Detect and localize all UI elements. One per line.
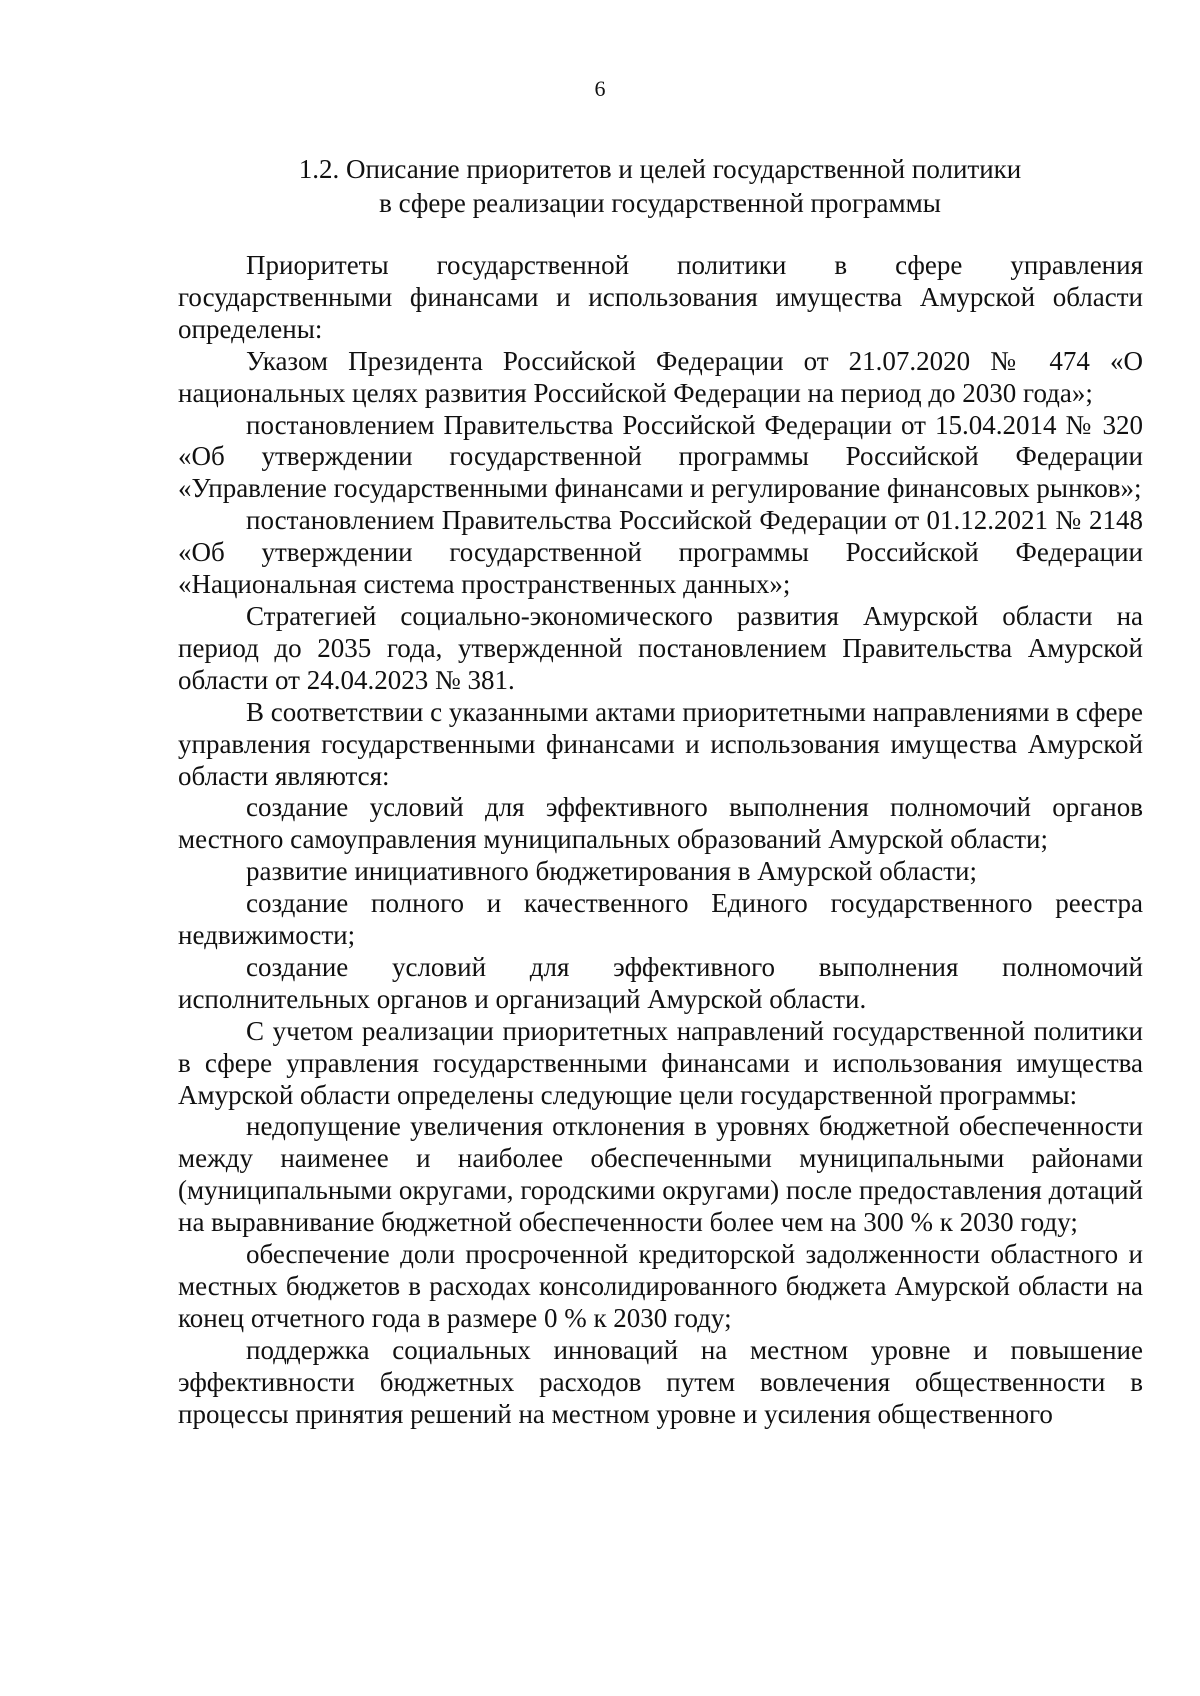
- paragraph-priority-initiative-budgeting: развитие инициативного бюджетирования в Амурской области;: [246, 856, 977, 887]
- section-heading-line-1: 1.2. Описание приоритетов и целей государственной политики: [298, 154, 1022, 184]
- paragraph-government-resolution-320: постановлением Правительства Российской Федерации от 15.04.2014 № 320 «Об утверждении государственной программы Российской Федерации «Управление государственными финансами и регулирование финансовых рынков»;: [178, 409, 1143, 504]
- paragraph-regional-strategy: Стратегией социально-экономического развития Амурской области на период до 2035 года, утвержденной постановлением Правительства Амурской области от 24.04.2023 № 381.: [178, 600, 1143, 695]
- paragraph-priority-directions-intro: В соответствии с указанными актами приоритетными направлениями в сфере управления государственными финансами и использования имущества Амурской области являются:: [178, 696, 1143, 791]
- section-heading-line-2: в сфере реализации государственной программы: [379, 188, 941, 218]
- paragraph-priority-local-government: создание условий для эффективного выполнения полномочий органов местного самоуправления муниципальных образований Амурской области;: [178, 792, 1143, 855]
- body-text: [178, 250, 1143, 1431]
- paragraph-goals-intro: С учетом реализации приоритетных направлений государственной политики в сфере управления государственными финансами и использования имущества Амурской области определены следующие цели государственной программы:: [178, 1015, 1143, 1110]
- page-number: 6: [594, 76, 606, 101]
- paragraph-priority-real-estate-registry: создание полного и качественного Единого государственного реестра недвижимости;: [178, 888, 1143, 951]
- paragraph-goal-budget-sufficiency: недопущение увеличения отклонения в уровнях бюджетной обеспеченности между наименее и наиболее обеспеченными муниципальными районами (муниципальными округами, городскими округами) после предоставления дотаций на выравнивание бюджетной обеспеченности более чем на 300 % к 2030 году;: [178, 1111, 1143, 1238]
- paragraph-government-resolution-2148: постановлением Правительства Российской Федерации от 01.12.2021 № 2148 «Об утверждении государственной программы Российской Федерации «Национальная система пространственных данных»;: [178, 505, 1143, 600]
- paragraph-priority-executive-bodies: создание условий для эффективного выполнения полномочий исполнительных органов и организаций Амурской области.: [178, 951, 1143, 1014]
- paragraph-goal-overdue-debt: обеспечение доли просроченной кредиторской задолженности областного и местных бюджетов в расходах консолидированного бюджета Амурской области на конец отчетного года в размере 0 % к 2030 году;: [178, 1239, 1143, 1333]
- paragraph-presidential-decree: Указом Президента Российской Федерации от 21.07.2020 № 474 «О национальных целях развития Российской Федерации на период до 2030 года»;: [178, 345, 1143, 408]
- section-heading: [170, 152, 1150, 220]
- paragraph-priorities-intro: Приоритеты государственной политики в сфере управления государственными финансами и использования имущества Амурской области определены:: [178, 250, 1143, 344]
- paragraph-goal-social-innovation: поддержка социальных инноваций на местном уровне и повышение эффективности бюджетных расходов путем вовлечения общественности в процессы принятия решений на местном уровне и усиления общественного: [178, 1334, 1143, 1429]
